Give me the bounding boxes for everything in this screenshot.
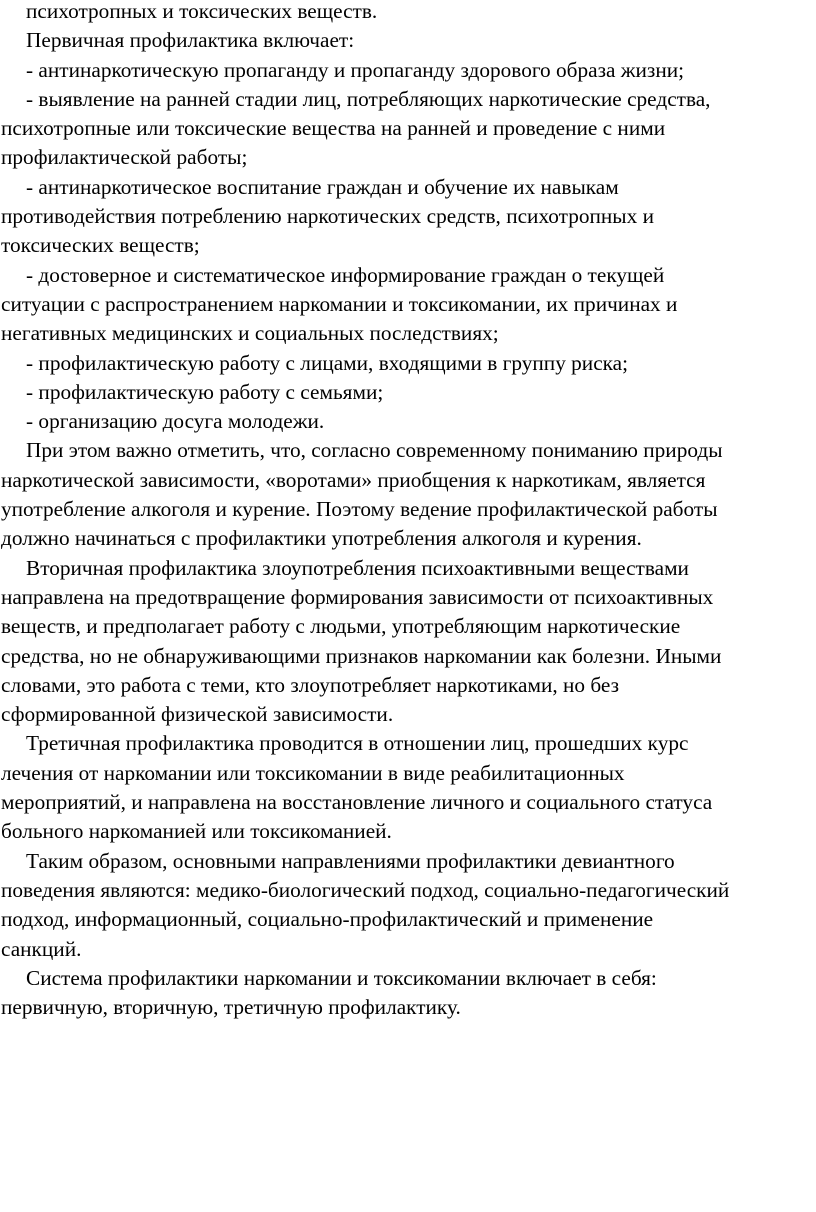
text-line: психотропных и токсических веществ. (26, 0, 378, 23)
text-line: - профилактическую работу с семьями; (26, 379, 384, 404)
text-line: сформированной физической зависимости. (1, 702, 394, 727)
text-line: лечения от наркомании или токсикомании в виде реабилитационных (1, 760, 625, 785)
text-line: первичную, вторичную, третичную профилактику. (1, 995, 461, 1020)
text-line: должно начинаться с профилактики употребления алкоголя и курения. (1, 526, 642, 551)
text-line: токсических веществ; (1, 233, 200, 258)
text-line: - организацию досуга молодежи. (26, 409, 325, 434)
text-line: Система профилактики наркомании и токсикомании включает в себя: (26, 965, 657, 990)
text-line: направлена на предотвращение формирования зависимости от психоактивных (1, 584, 714, 609)
document-body (1, 0, 813, 1022)
text-line: Третичная профилактика проводится в отношении лиц, прошедших курс (26, 731, 689, 756)
text-line: санкций. (1, 936, 82, 961)
text-line: больного наркоманией или токсикоманией. (1, 819, 392, 844)
text-line: наркотической зависимости, «воротами» приобщения к наркотикам, является (1, 467, 706, 492)
text-line: - антинаркотическое воспитание граждан и обучение их навыкам (26, 174, 619, 199)
text-line: Вторичная профилактика злоупотребления психоактивными веществами (26, 555, 689, 580)
text-line: психотропные или токсические вещества на ранней и проведение с ними (1, 116, 666, 141)
text-line: - выявление на ранней стадии лиц, потребляющих наркотические средства, (26, 86, 711, 111)
text-line: подход, информационный, социально-профилактический и применение (1, 907, 654, 932)
text-line: Таким образом, основными направлениями профилактики девиантного (26, 848, 675, 873)
text-line: негативных медицинских и социальных последствиях; (1, 321, 499, 346)
text-line: профилактической работы; (1, 145, 248, 170)
text-line: - достоверное и систематическое информирование граждан о текущей (26, 262, 665, 287)
text-line: мероприятий, и направлена на восстановление личного и социального статуса (1, 790, 713, 815)
text-line: - профилактическую работу с лицами, входящими в группу риска; (26, 350, 629, 375)
text-line: веществ, и предполагает работу с людьми, употребляющим наркотические (1, 614, 681, 639)
text-line: словами, это работа с теми, кто злоупотребляет наркотиками, но без (1, 672, 620, 697)
text-line: поведения являются: медико-биологический подход, социально-педагогический (1, 877, 730, 902)
text-line: При этом важно отметить, что, согласно современному пониманию природы (26, 438, 723, 463)
text-line: Первичная профилактика включает: (26, 28, 355, 53)
text-line: средства, но не обнаруживающими признаков наркомании как болезни. Иными (1, 643, 722, 668)
text-line: употребление алкоголя и курение. Поэтому ведение профилактической работы (1, 497, 718, 522)
text-line: противодействия потреблению наркотических средств, психотропных и (1, 204, 654, 229)
text-line: - антинаркотическую пропаганду и пропаганду здорового образа жизни; (26, 57, 685, 82)
text-line: ситуации с распространением наркомании и токсикомании, их причинах и (1, 291, 678, 316)
